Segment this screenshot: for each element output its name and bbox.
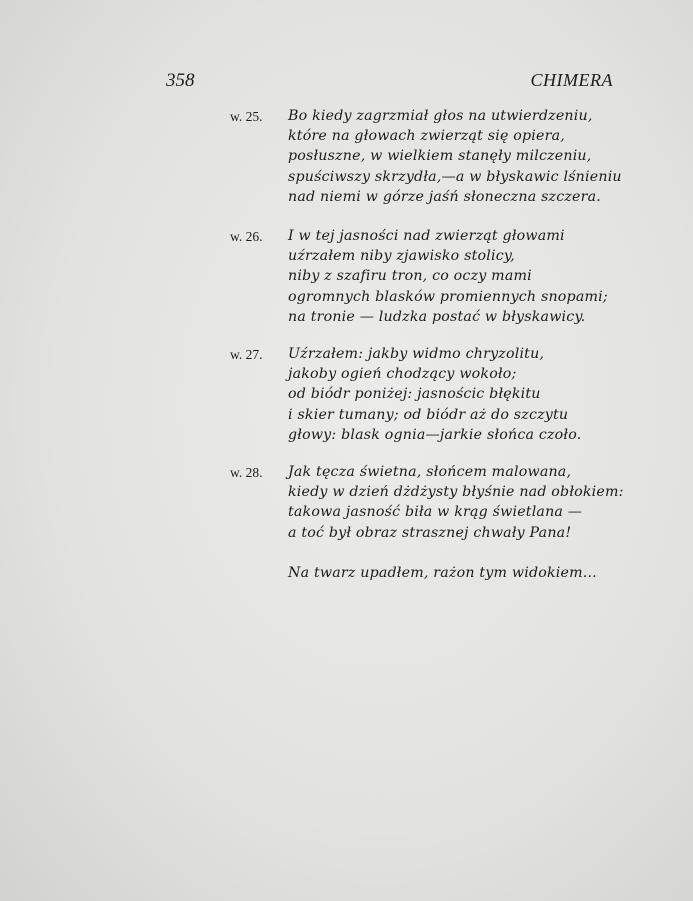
verse-line: niby z szafiru tron, co oczy mami [288,268,532,285]
running-title: CHIMERA [530,70,613,90]
verse-line: a toć był obraz strasznej chwały Pana! [288,524,572,541]
verse-line: ogromnych blasków promiennych snopami; [288,288,608,305]
verse-label: w. 27. [230,347,263,362]
verse-line: I w tej jasności nad zwierząt głowami [288,228,565,244]
verse-line: które na głowach zwierząt się opiera, [288,128,565,145]
verse-line: posłuszne, w wielkiem stanęły milczeniu, [288,148,592,165]
verse-line: uźrzałem niby zjawisko stolicy, [288,248,515,265]
verse-line: głowy: blask ognia—jarkie słońca czoło. [288,426,582,443]
verse-line: Uźrzałem: jakby widmo chryzolitu, [288,346,545,362]
verse-line: na tronie — ludzka postać w błyskawicy. [288,308,586,325]
verse-label: w. 25. [230,109,263,124]
verse-line: Bo kiedy zagrzmiał głos na utwierdzeniu, [288,108,593,124]
verse-line: i skier tumany; od biódr aż do szczytu [288,406,569,423]
page-number: 358 [166,70,195,91]
verse-line: jakoby ogień chodzący wokoło; [288,366,517,383]
verse-line: Na twarz upadłem, rażon tym widokiem... [288,565,597,581]
verse-line: takowa jasność biła w krąg świetlana — [288,504,583,521]
verse-line: kiedy w dzień dżdżysty błyśnie nad obłokiem: [288,484,624,501]
verse-line: spuściwszy skrzydła,—a w błyskawic lśnieniu [288,168,622,185]
verse-label: w. 26. [230,229,263,244]
verse-line: nad niemi w górze jaśń słoneczna szczera. [288,188,601,205]
verse-line: Jak tęcza świetna, słońcem malowana, [288,464,572,480]
verse-line: od biódr poniżej: jasnościc błękitu [288,386,541,403]
verse-label: w. 28. [230,465,263,480]
